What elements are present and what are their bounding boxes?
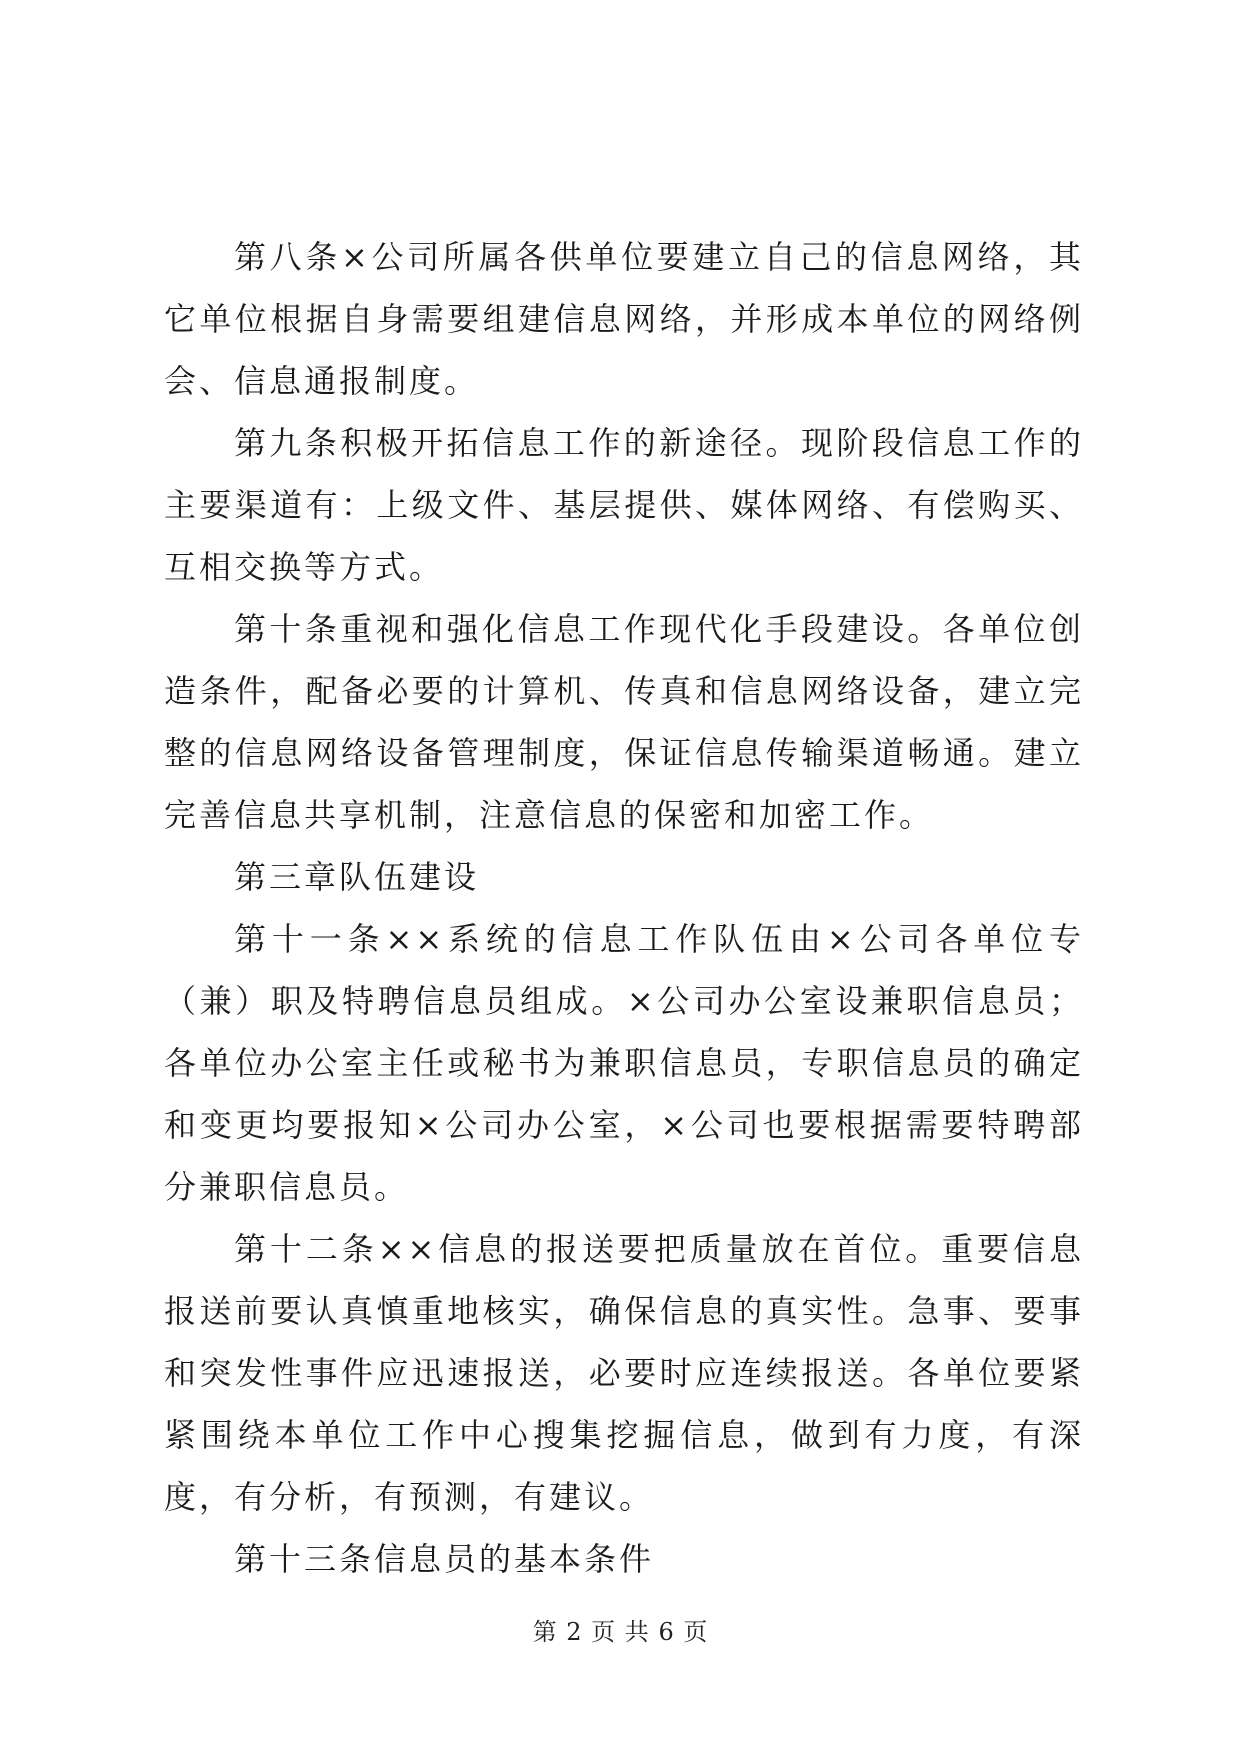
article-12-paragraph: 第十二条××信息的报送要把质量放在首位。重要信息报送前要认真慎重地核实，确保信息的真实性。急事、要事和突发性事件应迅速报送，必要时应连续报送。各单位要紧紧围绕本单位工作中心搜集挖掘信息，做到有力度，有深度，有分析，有预测，有建议。 bbox=[164, 1230, 1084, 1516]
page-number-footer: 第 2 页 共 6 页 bbox=[532, 1618, 709, 1646]
article-11-paragraph: 第十一条××系统的信息工作队伍由×公司各单位专（兼）职及特聘信息员组成。×公司办公室设兼职信息员；各单位办公室主任或秘书为兼职信息员，专职信息员的确定和变更均要报知×公司办公室，×公司也要根据需要特聘部分兼职信息员。 bbox=[164, 920, 1084, 1206]
article-9-paragraph: 第九条积极开拓信息工作的新途径。现阶段信息工作的主要渠道有：上级文件、基层提供、媒体网络、有偿购买、互相交换等方式。 bbox=[164, 424, 1084, 586]
document-body bbox=[164, 226, 1084, 1590]
chapter-3-heading: 第三章队伍建设 bbox=[234, 858, 480, 896]
article-13-paragraph: 第十三条信息员的基本条件 bbox=[234, 1540, 655, 1578]
article-8-paragraph: 第八条×公司所属各供单位要建立自己的信息网络，其它单位根据自身需要组建信息网络，并形成本单位的网络例会、信息通报制度。 bbox=[164, 238, 1084, 400]
article-10-paragraph: 第十条重视和强化信息工作现代化手段建设。各单位创造条件，配备必要的计算机、传真和信息网络设备，建立完整的信息网络设备管理制度，保证信息传输渠道畅通。建立完善信息共享机制，注意信息的保密和加密工作。 bbox=[164, 610, 1084, 834]
